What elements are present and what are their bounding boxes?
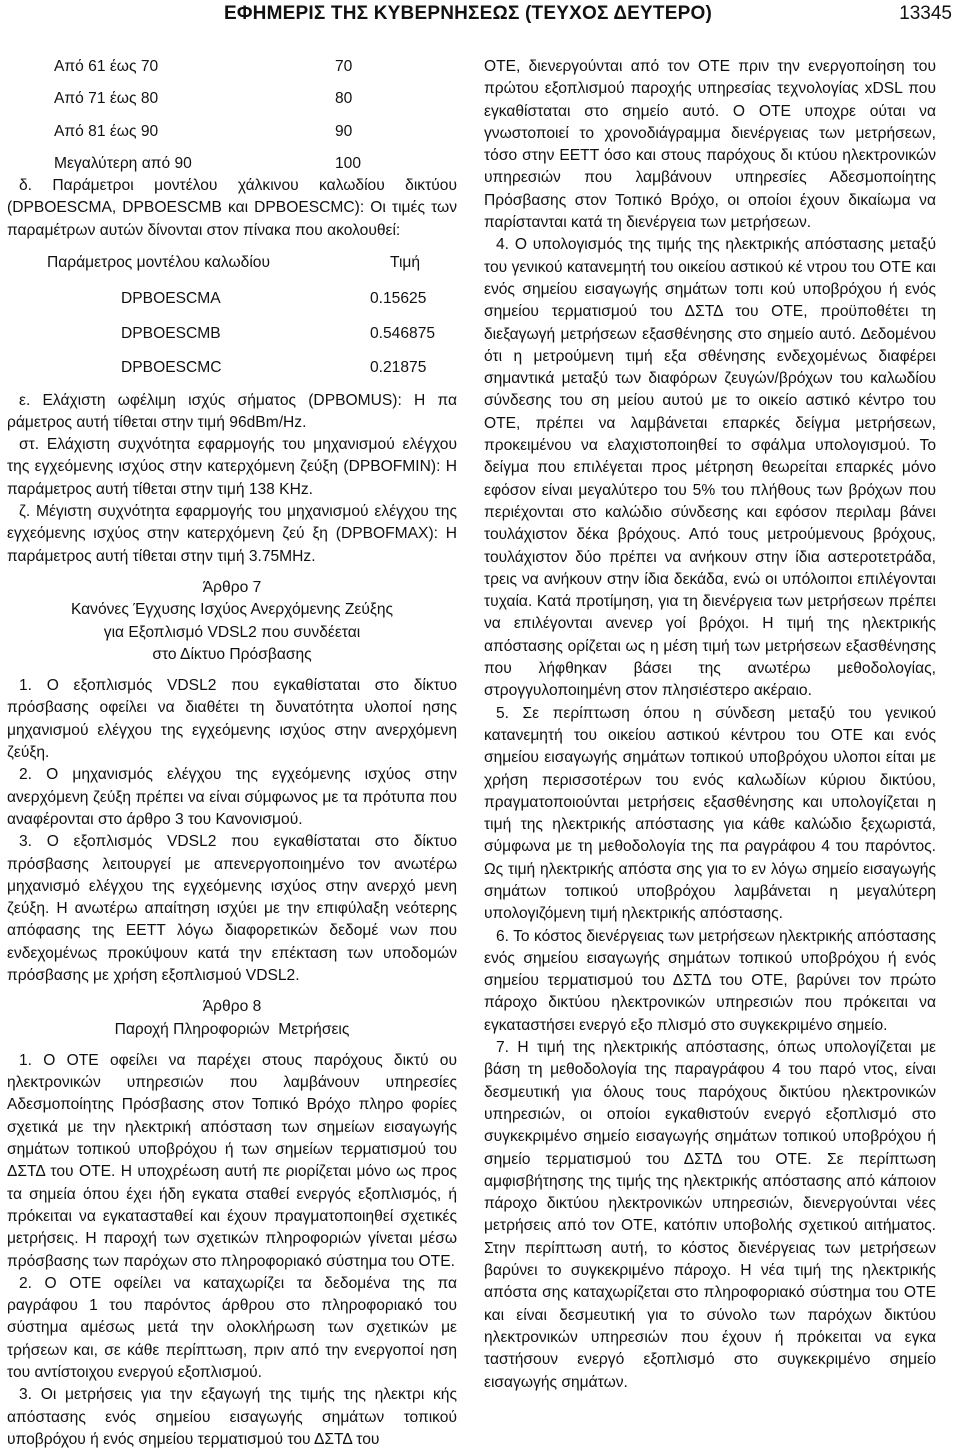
scale-row: Από 61 έως 70 70 xyxy=(54,58,353,75)
article-7-title: για Εξοπλισμό VDSL2 που συνδέεται xyxy=(103,623,361,641)
gazette-title: ΕΦΗΜΕΡΙΣ ΤΗΣ ΚΥΒΕΡΝΗΣΕΩΣ (ΤΕΥΧΟΣ ΔΕΥΤΕΡΟ) xyxy=(224,3,712,24)
article-7-paragraph: 1. Ο εξοπλισμός VDSL2 που εγκαθίσταται στο δίκτυο πρόσβασης οφείλει να διαθέτει τη δυνατότητα υλοποί ησης μηχανισμού ελέγχου της εγχεόμενης ισχύος στην ανερχόμενη ζεύξη. xyxy=(7,677,457,762)
table-row: DPBOESCMA 0.15625 xyxy=(121,290,427,308)
article-8-paragraph: 2. Ο ΟΤΕ οφείλει να καταχωρίζει τα δεδομένα της πα ραγράφου 1 του παρόντος άρθρου στο πληροφοριακό του σύστημα αμέσως μετά την ολοκλήρωση των σχετικών με τρήσεων και, σε κάθε περίπτωση, πριν από την ενεργοποί ηση του αντίστοιχου ενεργού εξοπλισμού. xyxy=(7,1274,457,1382)
scale-row: Από 81 έως 90 90 xyxy=(54,122,353,140)
scale-list xyxy=(7,56,457,175)
right-column xyxy=(484,56,936,1394)
paragraph-st: στ. Ελάχιστη συχνότητα εφαρμογής του μηχανισμού ελέγχου της εγχεόμενης ισχύος στην κατερχόμενη ζεύξη (DPBOFMIN): Η παράμετρος αυτή τίθεται στην τιμή 138 KHz. xyxy=(7,436,457,498)
table-row: DPBOESCMB 0.546875 xyxy=(121,324,436,342)
article-8-heading: Άρθρο 8 xyxy=(202,998,262,1016)
cable-parameters-table xyxy=(7,248,457,388)
article-8-paragraph: 1. Ο ΟΤΕ οφείλει να παρέχει στους παρόχους δικτύ ου ηλεκτρονικών υπηρεσιών που λαμβάνουν υπηρεσίες Αδεσμοποίητης Πρόσβασης στον Τοπικό Βρόχο πληρο φορίες σχετικά με την ηλεκτρική απόσταση των σημείων εισαγωγής σημάτων τοπικού υποβρόχου ή των σημείων τερματισμού του ΔΣΤΔ του ΟΤΕ. Η υποχρέωση αυτή πε ριορίζεται μόνο ως προς τα σημεία όπου έχει ήδη εγκατα σταθεί ενεργός εξοπλισμός, ή πρόκειται να εγκατασταθεί και έχουν πραγματοποιηθεί σχετικές μετρήσεις. Η παροχή των σχετικών πληροφοριών γίνεται μέσω πρόσβασης των παρόχων στο πληροφοριακό σύστημα του ΟΤΕ. xyxy=(7,1051,457,1270)
scale-row: Μεγαλύτερη από 90 100 xyxy=(54,154,362,172)
left-column xyxy=(7,56,457,1451)
article-8-paragraph: 3. Οι μετρήσεις για την εξαγωγή της τιμής της ηλεκτρι κής απόστασης ενός σημείου εισαγωγής σημάτων τοπικού υποβρόχου ή ενός σημείου τερματισμού του ΔΣΤΔ του xyxy=(7,1386,457,1448)
article-8-title: Παροχή Πληροφοριών Μετρήσεις xyxy=(114,1020,350,1038)
article-7-paragraph: 3. Ο εξοπλισμός VDSL2 που εγκαθίσταται στο δίκτυο πρόσβασης λειτουργεί με απενεργοποιημένο τον ανωτέρω μηχανισμό ελέγχου της εγχεόμενης ισχύος στην ανερχό μενη ζεύξη. Η ανωτέρω απαίτηση ισχύει με την επιφύλαξη νεότερης απόφασης της ΕΕΤΤ λόγω διαφορετικών δεδομέ νων που ενδεχομένως προκύψουν κατά την επέκταση των υποδομών πρόσβασης με χρήση εξοπλισμού VDSL2. xyxy=(7,833,457,984)
paragraph-delta: δ. Παράμετροι μοντέλου χάλκινου καλωδίου δικτύου (DPBOESCMA, DPBOESCMB και DPBOESCMC): Οι τιμές των παραμέτρων αυτών δίνονται στον πίνακα που ακολουθεί: xyxy=(7,177,457,239)
article-8-paragraph-5: 5. Σε περίπτωση όπου η σύνδεση μεταξύ του γενικού κατανεμητή του οικείου αστικού κέντρου του ΟΤΕ και ενός σημείου εισαγωγής σημάτων τοπικού υποβρόχου υλοποι είται με χρήση περισσοτέρων του ενός καλωδίων κύριου δικτύου, πραγματοποιούνται μετρήσεις εξασθένησης και υπολογίζεται η τιμή της ηλεκτρικής απόστασης για κάθε καλώδιο ξεχωριστά, σύμφωνα με τη μεθοδολογία της πα ραγράφου 4 του παρόντος. Ως τιμή ηλεκτρικής απόστα σης για το εν λόγω σημείο εισαγωγής σημάτων τοπικού υποβρόχου λαμβάνεται η μεγαλύτερη υπολογιζόμενη τιμή ηλεκτρικής απόστασης. xyxy=(484,704,936,923)
table-header: Παράμετρος μοντέλου καλωδίου Τιμή xyxy=(47,254,421,272)
article-8-paragraph-6: 6. Το κόστος διενέργειας των μετρήσεων ηλεκτρικής απόστασης ενός σημείου εισαγωγής σημάτων τοπικού υποβρόχου ή ενός σημείου τερματισμού του ΔΣΤΔ του ΟΤΕ, βαρύνει τον πρώτο πάροχο δικτύου ηλεκτρονικών υπηρεσιών που πρόκειται να εγκαταστήσει ενεργό εξο πλισμό στο συγκεκριμένο σημείο. xyxy=(484,927,936,1034)
table-row: DPBOESCMC 0.21875 xyxy=(121,359,427,377)
page-header xyxy=(0,3,960,27)
page-number: 13345 xyxy=(899,3,952,24)
article-7-paragraph: 2. Ο μηχανισμός ελέγχου της εγχεόμενης ισχύος στην ανερχόμενη ζεύξη πρέπει να είναι σύμφωνος με τα πρότυπα που αναφέρονται στο άρθρο 3 του Κανονισμού. xyxy=(7,766,457,828)
article-7-title: στο Δίκτυο Πρόσβασης xyxy=(152,645,312,663)
paragraph-e: ε. Ελάχιστη ωφέλιμη ισχύς σήματος (DPBOMUS): Η πα ράμετρος αυτή τίθεται στην τιμή 96dBm/Hz. xyxy=(7,391,457,431)
scale-row: Από 71 έως 80 80 xyxy=(54,90,353,108)
paragraph-z: ζ. Μέγιστη συχνότητα εφαρμογής του μηχανισμού ελέγχου της εγχεόμενης ισχύος στην κατερχόμενη ζεύ ξη (DPBOFMAX): Η παράμετρος αυτή τίθεται στην τιμή 3.75MHz. xyxy=(7,503,457,565)
article-7-title: Κανόνες Έγχυσης Ισχύος Ανερχόμενης Ζεύξης xyxy=(70,601,394,619)
article-8-paragraph-7: 7. Η τιμή της ηλεκτρικής απόστασης, όπως υπολογίζεται με βάση τη μεθοδολογία της παραγράφου 4 του παρό ντος, είναι δεσμευτική για όλους τους παρόχους δικτύου ηλεκτρονικών υπηρεσιών, οι οποίοι εγκαθιστούν ενεργό εξοπλισμό στο συγκεκριμένο σημείο εισαγωγής σημάτων τοπικού υποβρόχου ή σημείο τερματισμού του ΔΣΤΔ του ΟΤΕ. Σε περίπτωση αμφισβήτησης της τιμής της ηλεκτρικής απόστασης από κάποιον πάροχο δικτύου ηλεκτρονικών υπηρεσιών, διενεργούνται νέες μετρήσεις από τον ΟΤΕ, κατόπιν υποβολής σχετικού αιτήματος. Στην περίπτωση αυτή, το κόστος διενέργειας των μετρήσεων βαρύνει το συγκεκριμένο πάροχο. Η νέα τιμή της ηλεκτρικής απόστα σης καταχωρίζεται στο πληροφοριακό σύστημα του ΟΤΕ και είναι δεσμευτική για το σύνολο των παρόχων δικτύου ηλεκτρονικών υπηρεσιών που έχουν ή πρόκειται να εγκα ταστήσουν ενεργό εξοπλισμό στο συγκεκριμένο σημείο εισαγωγής σημάτων. xyxy=(484,1039,936,1391)
paragraph-continuation: ΟΤΕ, διενεργούνται από τον ΟΤΕ πριν την ενεργοποίηση του πρώτου εξοπλισμού παροχής υπηρεσίας τεχνολογίας xDSL που εγκαθίσταται στο σημείο αυτό. Ο ΟΤΕ υποχρε ούται να γνωστοποιεί το χρονοδιάγραμμα διενέργειας των μετρήσεων, τόσο στην ΕΕΤΤ όσο και στους παρόχους δι κτύου ηλεκτρονικών υπηρεσιών που λαμβάνουν υπηρεσίες Αδεσμοποίητης Πρόσβασης στον Τοπικό Βρόχο, οι οποίοι έχουν δικαίωμα να παρίστανται κατά τη διενέργεια των μετρήσεων. xyxy=(484,58,936,232)
article-8-paragraph-4: 4. Ο υπολογισμός της τιμής της ηλεκτρικής απόστασης μεταξύ του γενικού κατανεμητή του οικείου αστικού κέ ντρου του ΟΤΕ και ενός σημείου εισαγωγής σημάτων τοπι κού υποβρόχου ή ενός σημείου τερματισμού του ΔΣΤΔ του ΟΤΕ, προϋποθέτει τη διεξαγωγή μετρήσεων εξασθένησης στο σημείο αυτό. Δεδομένου ότι η μετρούμενη τιμή εξα σθένησης ενδεχομένως διαφέρει σημαντικά μεταξύ των διαφόρων ζευγών/βρόχων του καλωδίου σύνδεσης του ση μείου αυτού με το οικείο αστικό κέντρο του ΟΤΕ, πρέπει να λαμβάνεται επαρκές δείγμα μετρήσεων, προκειμένου να ελαχιστοποιηθεί το σφάλμα υπολογισμού. Το δείγμα που επιλέγεται προς μέτρηση θεωρείται επαρκές μόνο εφόσον είναι μεγαλύτερο του 5% του πλήθους των βρόχων που περιέχονται στο καλώδιο σύνδεσης και εφόσον περιλαμ βάνει τουλάχιστον δέκα βρόχους. Από τους μετρούμενους βρόχους, τουλάχιστον δύο πρέπει να ανήκουν στην ίδια αστεροτετράδα, τρεις να ανήκουν στην ίδια δεκάδα, ενώ οι υπόλοιποι επιλέγονται τυχαία. Κατά προτίμηση, για τη διενέργεια των μετρήσεων πρέπει να επιλέγονται ανενερ γοί βρόχοι. Η τιμή της ηλεκτρικής απόστασης ορίζεται ως η μέση τιμή των μετρήσεων εξασθένησης που λήφθηκαν βάσει της ανωτέρω μεθοδολογίας, στρογγυλοποιημένη στον πλησιέστερο ακέραιο. xyxy=(484,236,936,700)
article-7-heading: Άρθρο 7 xyxy=(202,578,262,596)
